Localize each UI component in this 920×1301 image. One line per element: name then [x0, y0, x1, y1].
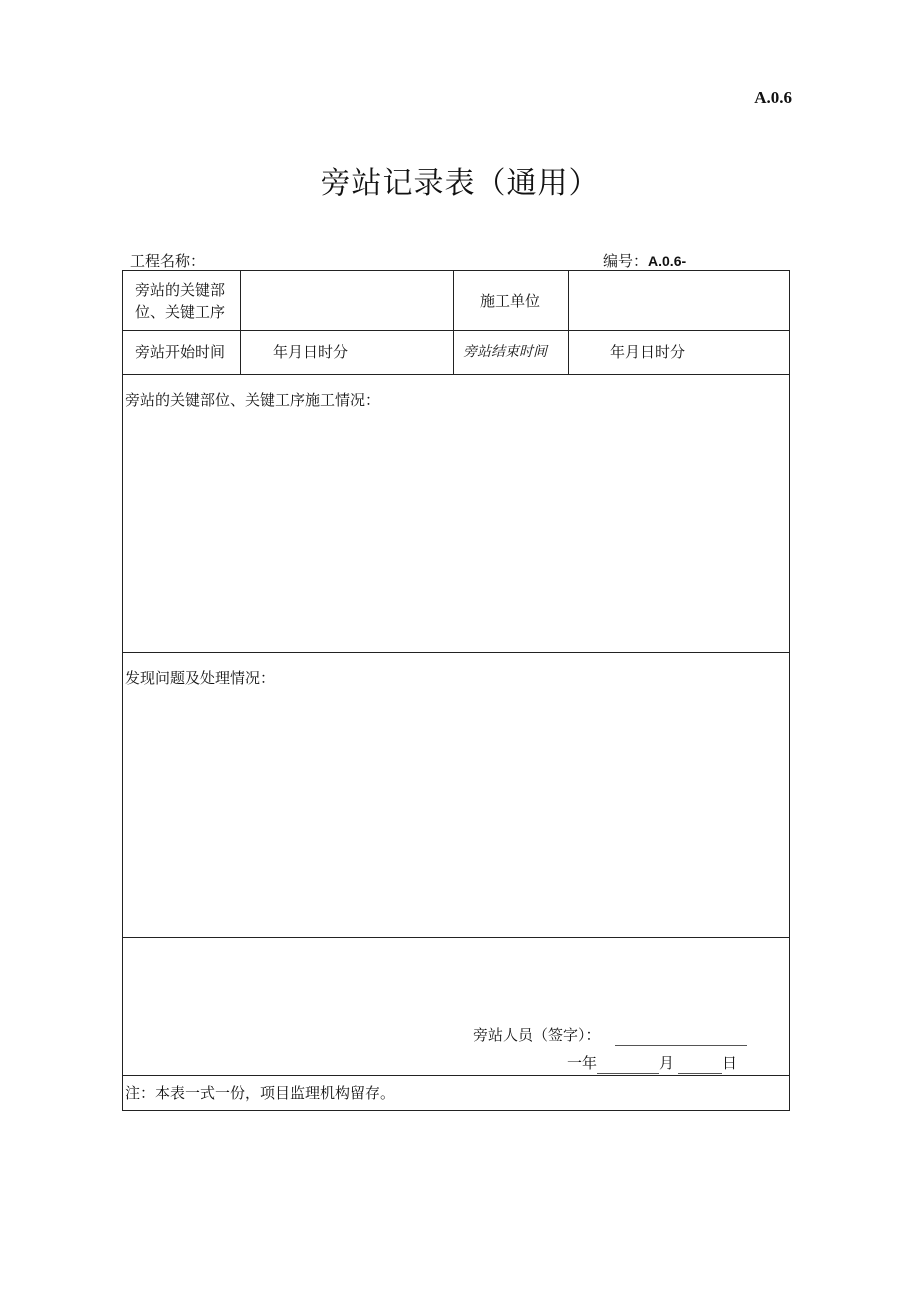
number-label: 编号：	[603, 252, 649, 270]
start-time-label: 旁站开始时间	[135, 343, 226, 361]
row-divider	[123, 374, 789, 375]
form-code: A.0.6	[754, 88, 792, 107]
day-blank	[678, 1059, 722, 1074]
signature-date	[567, 1052, 737, 1074]
date-year: 一年	[567, 1054, 598, 1072]
row-divider	[123, 937, 789, 938]
row-divider	[123, 330, 789, 331]
row-divider	[123, 1075, 789, 1076]
row-divider	[123, 652, 789, 653]
column-divider	[240, 271, 241, 374]
signature-label: 旁站人员（签字）：	[473, 1026, 601, 1044]
construction-unit-label: 施工单位	[480, 292, 541, 310]
record-table	[122, 270, 790, 1111]
end-time-label: 旁站结束时间	[463, 344, 547, 360]
column-divider	[568, 271, 569, 374]
issues-label: 发现问题及处理情况：	[125, 669, 276, 687]
key-part-label: 旁站的关键部位、关键工序	[135, 281, 226, 321]
column-divider	[453, 271, 454, 374]
start-time-value: 年月日时分	[273, 343, 349, 361]
month-blank	[597, 1059, 659, 1074]
signature-line	[473, 1024, 747, 1046]
form-number	[603, 250, 686, 271]
number-value: A.0.6-	[648, 253, 687, 269]
page-title: 旁站记录表（通用）	[320, 166, 600, 201]
footnote: 注：本表一式一份，项目监理机构留存。	[125, 1084, 396, 1102]
construction-status-label: 旁站的关键部位、关键工序施工情况：	[125, 391, 381, 409]
date-month: 月	[659, 1054, 675, 1072]
date-day: 日	[722, 1054, 738, 1072]
signature-blank	[615, 1031, 747, 1046]
end-time-value: 年月日时分	[610, 343, 686, 361]
project-name-label: 工程名称：	[130, 252, 206, 270]
